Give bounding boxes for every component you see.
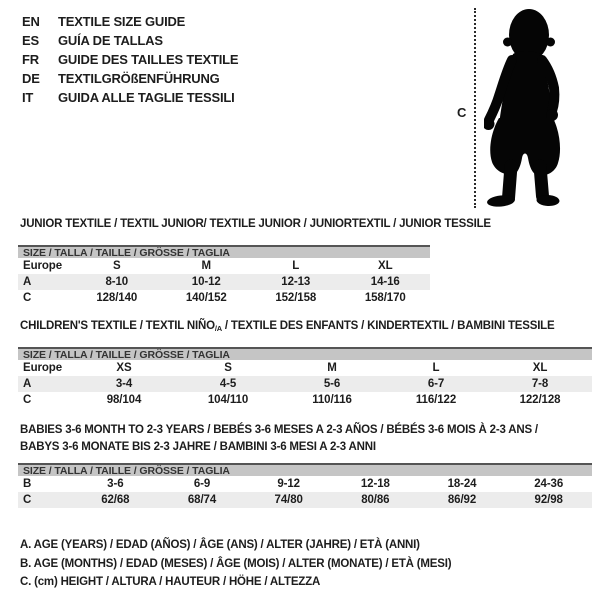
table-cell: 3-4 (115, 378, 133, 390)
table-cell: S (112, 260, 121, 272)
table-cell: 3-6 (107, 478, 124, 490)
table-cell: 92/98 (534, 494, 563, 506)
table-cell: 6-9 (193, 478, 211, 490)
language-code: EN (22, 14, 40, 29)
legend-note: B. AGE (MONTHS) / EDAD (MESES) / ÂGE (MOIS) / ALTER (MONATE) / ETÀ (MESI) (20, 557, 452, 570)
table-cell: XL (378, 260, 393, 272)
table-row (18, 360, 592, 376)
table-title-text: /A (214, 324, 222, 333)
baby-silhouette-icon (484, 8, 566, 208)
table-row (18, 492, 592, 508)
table-cell: 62/68 (101, 494, 130, 506)
table-cell: 80/86 (361, 494, 390, 506)
table-cell: M (327, 362, 337, 374)
size-header-bar: SIZE / TALLA / TAILLE / GRÖSSE / TAGLIA (18, 347, 592, 360)
table-cell: 10-12 (191, 276, 221, 288)
table-title-line (20, 422, 592, 439)
language-title: GUÍA DE TALLAS (58, 33, 163, 48)
table-title-text: BABIES 3-6 MONTH TO 2-3 YEARS / BEBÉS 3-6 MESES A 2-3 AÑOS / BÉBÉS 3-6 MOIS À 2-3 ANS / (20, 424, 538, 436)
table-row (18, 476, 592, 492)
table-cell: 86/92 (447, 494, 477, 506)
table-body (18, 476, 592, 508)
table-title-text: JUNIOR TEXTILE / TEXTIL JUNIOR/ TEXTILE JUNIOR / JUNIORTEXTIL / JUNIOR TESSILE (20, 218, 491, 230)
table-cell: 74/80 (274, 494, 303, 506)
row-label: C (23, 394, 32, 406)
table-cell: 5-6 (323, 378, 341, 390)
language-code: FR (22, 52, 39, 67)
table-cell: L (292, 260, 300, 272)
language-title: TEXTILGRÖßENFÜHRUNG (58, 71, 220, 86)
height-dimension-label: C (457, 105, 467, 120)
table-cell: 24-36 (534, 478, 564, 490)
language-title: GUIDA ALLE TAGLIE TESSILI (58, 90, 235, 105)
table-cell: 98/104 (106, 394, 142, 406)
language-title: TEXTILE SIZE GUIDE (58, 14, 186, 29)
table-title-line (20, 216, 491, 233)
size-header-bar: SIZE / TALLA / TAILLE / GRÖSSE / TAGLIA (18, 245, 430, 258)
row-label: B (23, 478, 32, 490)
row-label: Europe (23, 362, 63, 374)
table-cell: XL (532, 362, 548, 374)
table-cell: 116/122 (415, 394, 457, 406)
language-row (22, 50, 238, 69)
language-code: DE (22, 71, 40, 86)
legend-note: C. (cm) HEIGHT / ALTURA / HAUTEUR / HÖHE / ALTEZZA (20, 576, 321, 588)
junior-size-table (18, 245, 430, 306)
table-cell: 4-5 (219, 378, 237, 390)
table-row (18, 274, 430, 290)
table-row (18, 376, 592, 392)
table-row (18, 258, 430, 274)
babies-size-table (18, 463, 592, 508)
row-label: C (23, 494, 32, 506)
table-cell: 8-10 (105, 276, 129, 288)
children-size-table (18, 347, 592, 408)
table-cell: 18-24 (447, 478, 477, 490)
table-cell: 7-8 (531, 378, 549, 390)
legend-note: A. AGE (YEARS) / EDAD (AÑOS) / ÂGE (ANS) / ALTER (JAHRE) / ETÀ (ANNI) (20, 539, 420, 551)
table-cell: 12-18 (360, 478, 390, 490)
table-cell: L (432, 362, 440, 374)
table-cell: M (201, 260, 211, 272)
section-junior-title (18, 216, 491, 233)
table-cell: 104/110 (207, 394, 249, 406)
language-row (22, 88, 238, 107)
row-label: C (23, 292, 32, 304)
language-code: IT (22, 90, 34, 105)
language-row (22, 12, 238, 31)
table-body (18, 360, 592, 408)
language-row (22, 31, 238, 50)
table-row (18, 290, 430, 306)
section-babies-title (18, 422, 592, 456)
table-title-text: CHILDREN'S TEXTILE / TEXTIL NIÑO (20, 320, 215, 332)
section-junior (18, 216, 491, 306)
table-cell: XS (116, 362, 132, 374)
section-children-title (18, 318, 592, 337)
table-cell: 9-12 (277, 478, 300, 490)
section-children (18, 318, 592, 408)
row-label: A (23, 378, 32, 390)
legend-notes (20, 536, 451, 592)
table-cell: 14-16 (370, 276, 400, 288)
table-cell: 152/158 (275, 292, 317, 304)
table-cell: 122/128 (519, 394, 561, 406)
table-cell: 128/140 (96, 292, 138, 304)
row-label: Europe (23, 260, 63, 272)
table-title-text: BABYS 3-6 MONATE BIS 2-3 JAHRE / BAMBINI 3-6 MESI A 2-3 ANNI (20, 441, 376, 453)
size-header-bar: SIZE / TALLA / TAILLE / GRÖSSE / TAGLIA (18, 463, 592, 476)
table-cell: 158/170 (364, 292, 406, 304)
table-cell: 140/152 (185, 292, 227, 304)
table-body (18, 258, 430, 306)
table-cell: 6-7 (427, 378, 445, 390)
table-title-line (20, 439, 592, 456)
table-row (18, 392, 592, 408)
language-title: GUIDE DES TAILLES TEXTILE (58, 52, 239, 67)
row-label: A (23, 276, 32, 288)
language-title-list (22, 12, 238, 107)
section-babies (18, 422, 592, 508)
table-cell: 12-13 (281, 276, 311, 288)
table-title-line (20, 318, 592, 337)
language-code: ES (22, 33, 39, 48)
table-title-text: / TEXTILE DES ENFANTS / KINDERTEXTIL / BAMBINI TESSILE (221, 320, 555, 332)
language-row (22, 69, 238, 88)
height-measure-dotted-line (474, 8, 476, 208)
table-cell: 110/116 (312, 394, 352, 406)
table-cell: S (224, 362, 232, 374)
table-cell: 68/74 (187, 494, 217, 506)
